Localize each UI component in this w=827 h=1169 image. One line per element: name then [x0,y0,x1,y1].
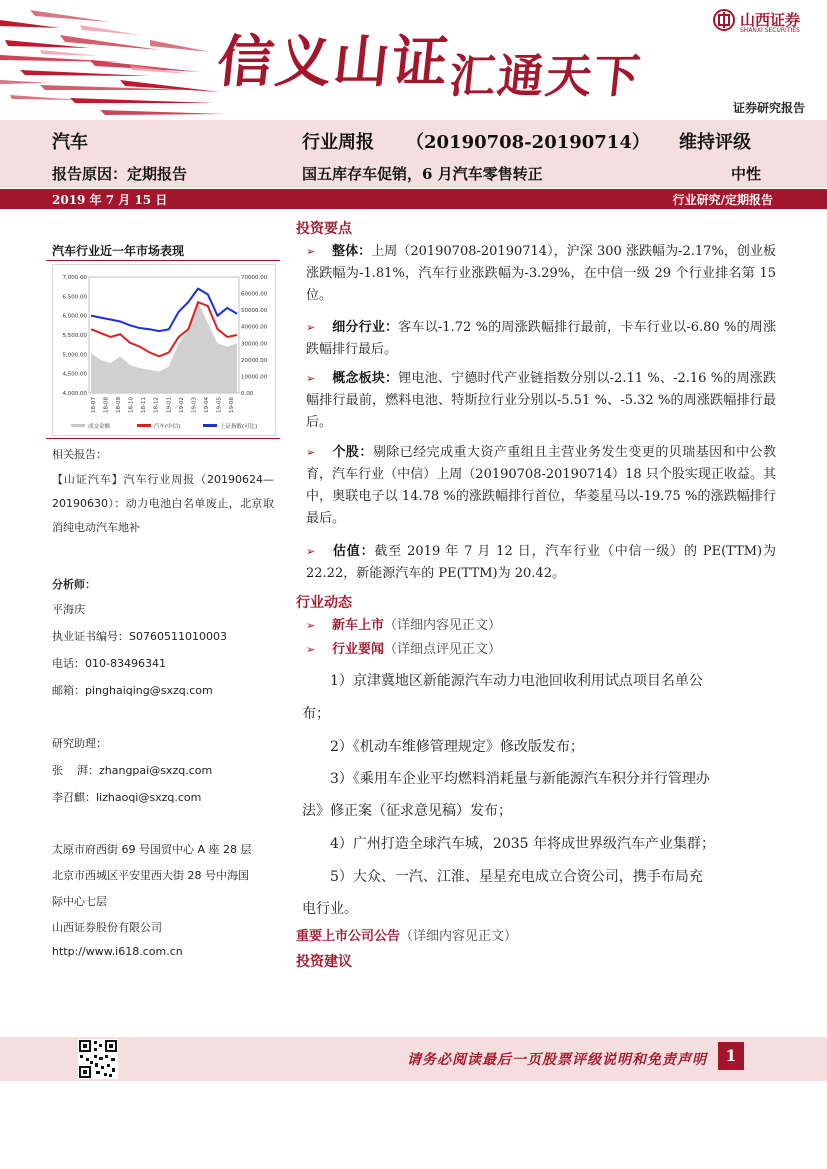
analyst-label: 分析师： [52,578,96,591]
right-tick-label: 60000.00 [241,291,268,298]
advice-section-title: 投资建议 [296,954,352,970]
market-chart-svg [53,265,275,435]
left-tick-label: 6,000.00 [62,313,87,320]
x-tick-label: 19-01 [166,397,173,413]
assistant-1[interactable]: 张 湃：zhangpai@sxzq.com [52,764,213,777]
x-tick-label: 19-04 [203,397,210,413]
x-tick-label: 18-12 [153,397,160,413]
logo-english-name: SHANXI SECURITIES [740,27,800,34]
rating-label: 维持评级 [679,132,751,153]
investment-item-4: ➢ 个股：剔除已经完成重大资产重组且主营业务发生变更的贝瑞基因和中公教育，汽车行业（中信）上周（20190708-20190714）18 只个股实现正收益。其中，奥联电子以 14.78 %的涨跌幅排行首位，华菱星马以-19.75 %的涨跌幅排行最后。 [306,442,776,530]
left-tick-label: 6,500.00 [62,294,87,301]
report-period: （20190708-20190714） [406,132,650,153]
x-tick-label: 18-09 [116,397,123,413]
banner-streaks-graphic [0,0,230,120]
report-headline: 国五库存车促销，6 月汽车零售转正 [302,165,543,183]
arrow-icon: ➢ [306,446,316,459]
x-tick-label: 19-06 [229,397,235,413]
news-2: 2）《机动车维修管理规定》修改版发布； [330,739,584,755]
company-name: 山西证券股份有限公司 [52,921,162,934]
report-title: 行业周报 [302,132,374,153]
x-tick-label: 18-10 [128,397,135,413]
legend-label: 汽车(中信) [154,424,181,430]
news-1b: 布； [302,706,330,722]
qr-code-icon [78,1039,118,1079]
legend-label: 成交金额 [88,424,111,430]
report-date: 2019 年 7 月 15 日 [52,193,168,207]
industry-name: 汽车 [52,132,88,153]
right-tick-label: 50000.00 [241,308,268,315]
legend-swatch [71,424,85,427]
dynamics-section-title: 行业动态 [296,595,352,611]
right-tick-label: 10000.00 [241,374,268,381]
news-5b: 电行业。 [302,901,358,917]
arrow-icon: ➢ [306,545,316,558]
x-tick-label: 19-03 [191,397,198,413]
news-1a: 1）京津冀地区新能源汽车动力电池回收利用试点项目名单公 [330,673,703,689]
banner-decoration [0,0,230,120]
assistant-label: 研究助理： [52,737,107,750]
address-taiyuan: 太原市府西街 69 号国贸中心 A 座 28 层 [52,843,252,856]
address-beijing-2: 际中心七层 [52,895,107,908]
rating-value: 中性 [731,165,762,183]
company-website[interactable]: http://www.i618.com.cn [52,945,183,958]
address-beijing-1: 北京市西城区平安里西大街 28 号中海国 [52,869,249,882]
left-tick-label: 4,000.00 [62,391,87,397]
legend-swatch [203,424,217,427]
right-tick-label: 30000.00 [241,341,268,348]
investment-item-5: ➢ 估值：截至 2019 年 7 月 12 日，汽车行业（中信一级）的 PE(TTM)为 22.22，新能源汽车的 PE(TTM)为 20.42。 [306,541,776,585]
chart-title: 汽车行业近一年市场表现 [52,244,185,258]
date-bar [0,189,827,209]
right-tick-label: 0.00 [241,391,254,397]
investment-item-1: ➢ 整体：上周（20190708-20190714），沪深 300 涨跌幅为-2.17%，创业板涨跌幅为-1.81%，汽车行业涨跌幅为-3.29%，在中信一级 29 个行业排名第 15 位。 [306,241,776,307]
right-tick-label: 40000.00 [241,324,268,331]
news-3b: 法》修正案（征求意见稿）发布； [302,803,512,819]
new-car-item[interactable]: ➢ 新车上市（详细内容见正文） [306,615,501,637]
announcement-item[interactable]: 重要上市公司公告（详细内容见正文） [296,929,518,944]
x-tick-label: 18-08 [103,397,110,413]
x-tick-label: 19-02 [178,397,185,413]
analyst-name: 平海庆 [52,603,85,616]
related-label: 相关报告： [52,448,107,461]
news-item[interactable]: ➢ 行业要闻（详细点评见正文） [306,639,501,661]
chart-divider [46,260,280,261]
arrow-icon: ➢ [306,372,316,385]
analyst-phone: 电话：010-83496341 [52,657,166,670]
logo-name: 山西证券 [740,11,801,29]
left-tick-label: 5,500.00 [62,333,87,339]
report-category: 行业研究/定期报告 [672,193,773,207]
left-tick-label: 7,000.00 [62,275,87,281]
right-tick-label: 70000.00 [241,275,268,281]
x-tick-label: 18-11 [141,397,148,413]
arrow-icon: ➢ [306,619,316,632]
news-3a: 3）《乘用车企业平均燃料消耗量与新能源汽车积分并行管理办 [330,771,710,787]
news-5a: 5）大众、一汽、江淮、星星充电成立合资公司，携手布局充 [330,869,703,885]
arrow-icon: ➢ [306,321,316,334]
investment-item-3: ➢ 概念板块：锂电池、宁德时代产业链指数分别以-2.11 %、-2.16 %的周涨跌幅排行最前，燃料电池、特斯拉行业分别以-5.51 %、-5.32 %的周涨跌幅排行最后。 [306,368,776,434]
legend-label: 上证指数(可比) [220,424,258,430]
assistant-2[interactable]: 李召麒：lizhaoqi@sxzq.com [52,791,202,804]
investment-item-2: ➢ 细分行业：客车以-1.72 %的周涨跌幅排行最前，卡车行业以-6.80 %的周涨跌幅排行最后。 [306,317,776,361]
report-type-label: 证券研究报告 [732,101,805,115]
news-4: 4）广州打造全球汽车城，2035 年将成世界级汽车产业集群； [330,836,715,852]
footer-disclaimer: 请务必阅读最后一页股票评级说明和免责声明 [407,1052,707,1068]
legend-swatch [137,424,151,427]
report-reason: 报告原因：定期报告 [52,165,188,183]
right-tick-label: 20000.00 [241,357,268,364]
slogan-part2: 汇通天下 [446,49,645,103]
chart-bottom-divider [46,438,280,439]
arrow-icon: ➢ [306,643,316,656]
market-chart [52,264,276,436]
analyst-email[interactable]: 邮箱：pinghaiqing@sxzq.com [52,684,213,697]
left-tick-label: 5,000.00 [62,352,87,359]
x-tick-label: 19-05 [216,397,223,413]
company-logo-icon [713,9,735,31]
slogan-part1: 信义山证 [214,29,454,95]
left-tick-label: 4,500.00 [62,371,87,378]
analyst-cert: 执业证书编号：S0760511010003 [52,630,227,643]
investment-section-title: 投资要点 [296,221,352,237]
x-tick-label: 18-07 [91,397,97,413]
page-number: 1 [718,1042,744,1070]
arrow-icon: ➢ [306,245,316,258]
related-report: 【山证汽车】汽车行业周报（20190624—20190630）：动力电池白名单废止，北京取消纯电动汽车地补 [52,473,274,534]
